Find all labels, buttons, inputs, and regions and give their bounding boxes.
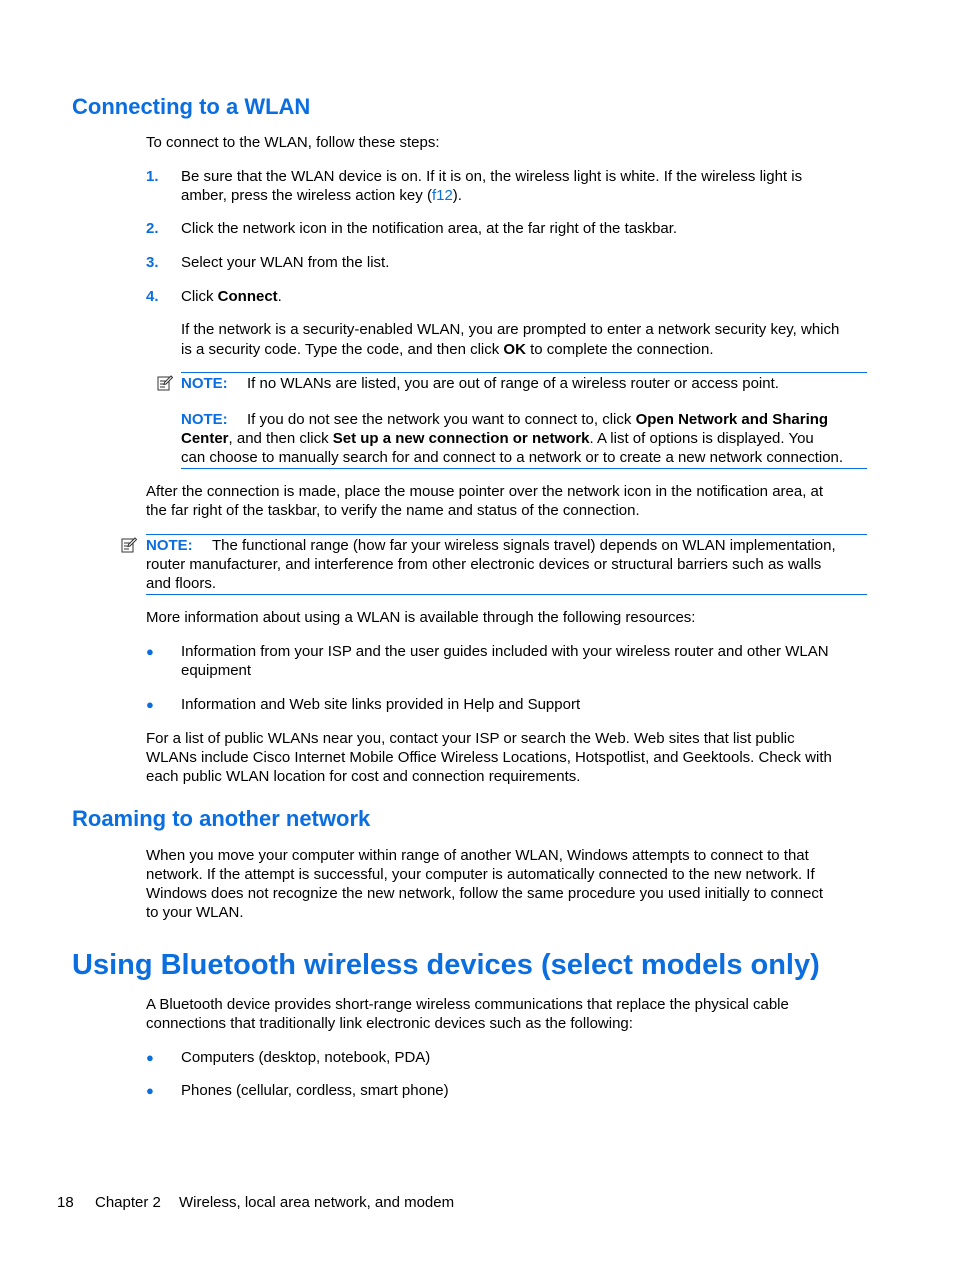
note-pencil-icon <box>121 537 137 553</box>
note-divider <box>146 594 867 595</box>
paragraph: When you move your computer within range of another WLAN, Windows attempts to connect to that <box>146 847 809 864</box>
list-item: Computers (desktop, notebook, PDA) <box>181 1049 431 1066</box>
note-divider <box>146 534 867 535</box>
note-label: NOTE: <box>181 411 228 428</box>
footer-chapter: Chapter 2 <box>95 1194 161 1211</box>
list-item: Information from your ISP and the user guides included with your wireless router and other WLAN <box>181 643 829 660</box>
note-divider <box>181 372 867 373</box>
page-number: 18 <box>57 1194 74 1211</box>
section-heading-bluetooth: Using Bluetooth wireless devices (select models only) <box>72 949 820 981</box>
paragraph: network. If the attempt is successful, your computer is automatically connected to the new network. If <box>146 866 815 883</box>
step-number: 3. <box>146 254 159 271</box>
bullet-dot: ● <box>146 1050 154 1065</box>
bullet-dot: ● <box>146 644 154 659</box>
paragraph: the far right of the taskbar, to verify the name and status of the connection. <box>146 502 640 519</box>
intro-text: To connect to the WLAN, follow these steps: <box>146 134 440 151</box>
paragraph: More information about using a WLAN is available through the following resources: <box>146 609 696 626</box>
step4-paragraph: If the network is a security-enabled WLAN, you are prompted to enter a network security key, which <box>181 321 840 338</box>
list-item: equipment <box>181 662 252 679</box>
paragraph: Windows does not recognize the new network, follow the same procedure you used initially to connect <box>146 885 824 902</box>
paragraph: After the connection is made, place the mouse pointer over the network icon in the notification area, at <box>146 483 824 500</box>
note-label: NOTE: <box>181 375 228 392</box>
note-pencil-icon <box>157 375 173 391</box>
paragraph: each public WLAN location for cost and connection requirements. <box>146 768 581 785</box>
bullet-dot: ● <box>146 1083 154 1098</box>
note-text: can choose to manually search for and connect to a network or to create a new network connection. <box>181 449 844 466</box>
f12-key-link[interactable]: f12 <box>431 187 453 204</box>
note-text: If you do not see the network you want to connect to, click Open Network and Sharing <box>247 411 829 428</box>
footer-title: Wireless, local area network, and modem <box>179 1194 455 1211</box>
step-number: 1. <box>146 168 159 185</box>
step-text: amber, press the wireless action key (f12). <box>181 187 462 204</box>
step-text: Be sure that the WLAN device is on. If it is on, the wireless light is white. If the wireless light is <box>181 168 803 185</box>
step-number: 4. <box>146 288 159 305</box>
bullet-dot: ● <box>146 697 154 712</box>
step-text: Click the network icon in the notification area, at the far right of the taskbar. <box>181 220 678 237</box>
paragraph: For a list of public WLANs near you, contact your ISP or search the Web. Web sites that list public <box>146 730 795 747</box>
note-text: The functional range (how far your wireless signals travel) depends on WLAN implementation, <box>212 537 836 554</box>
list-item: Phones (cellular, cordless, smart phone) <box>181 1082 449 1099</box>
section-heading-connecting-wlan: Connecting to a WLAN <box>72 94 311 119</box>
step-text: Click Connect. <box>181 288 282 305</box>
list-item: Information and Web site links provided in Help and Support <box>181 696 581 713</box>
step-text: Select your WLAN from the list. <box>181 254 390 271</box>
note-text: and floors. <box>146 575 217 592</box>
note-label: NOTE: <box>146 537 193 554</box>
paragraph: to your WLAN. <box>146 904 244 921</box>
note-text: router manufacturer, and interference from other electronic devices or structural barriers such as walls <box>146 556 822 573</box>
step-number: 2. <box>146 220 159 237</box>
note-text: If no WLANs are listed, you are out of range of a wireless router or access point. <box>247 375 779 392</box>
note-text: Center, and then click Set up a new connection or network. A list of options is displayed. You <box>181 430 814 447</box>
note-divider <box>181 468 867 469</box>
step4-paragraph: is a security code. Type the code, and then click OK to complete the connection. <box>181 341 714 358</box>
paragraph: WLANs include Cisco Internet Mobile Office Wireless Locations, Hotspotlist, and Geektools. Check with <box>146 749 832 766</box>
paragraph: connections that traditionally link electronic devices such as the following: <box>146 1015 633 1032</box>
paragraph: A Bluetooth device provides short-range wireless communications that replace the physical cable <box>146 996 789 1013</box>
section-heading-roaming: Roaming to another network <box>72 806 371 831</box>
